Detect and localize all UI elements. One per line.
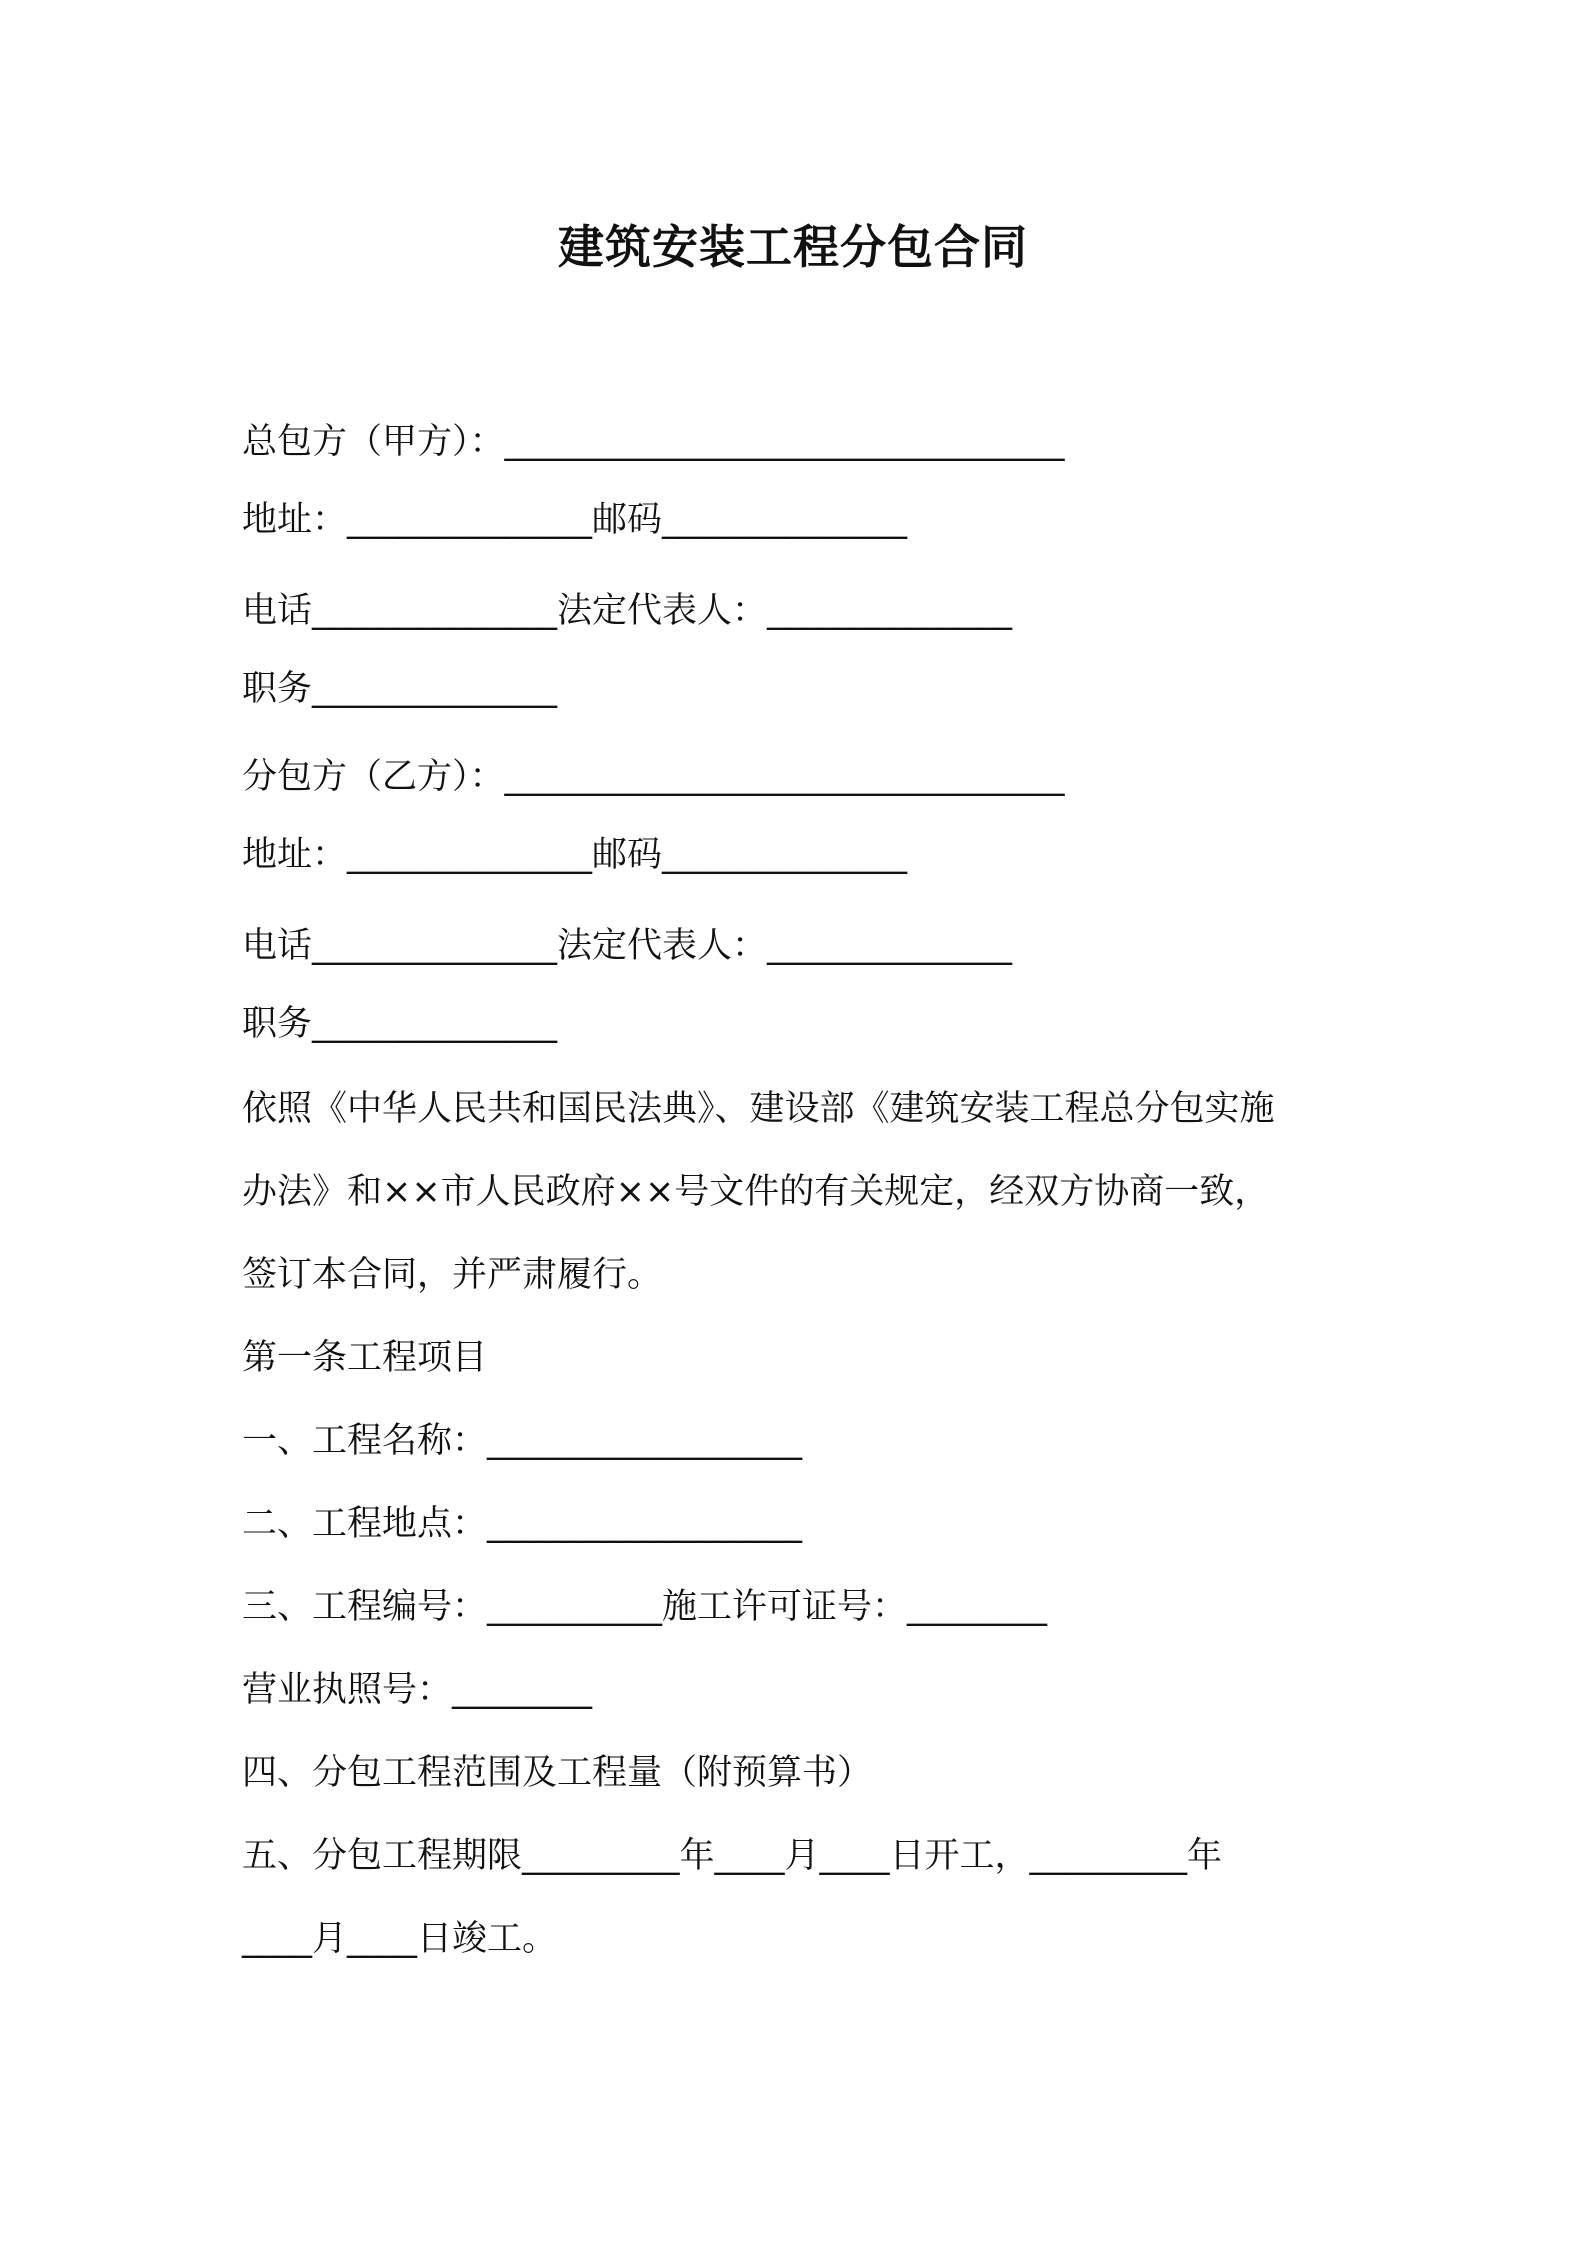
project-name-line: 一、工程名称：__________________ <box>242 1421 803 1461</box>
business-license-line: 营业执照号：________ <box>242 1670 593 1710</box>
article-one-heading: 第一条工程项目 <box>242 1338 488 1378</box>
general-contractor-line: 总包方（甲方）：________________________________ <box>242 422 1065 462</box>
schedule-line-2: ____月____日竣工。 <box>242 1919 558 1959</box>
preamble-line-2: 办法》和××市人民政府××号文件的有关规定，经双方协商一致， <box>242 1172 1270 1212</box>
preamble-line-3: 签订本合同，并严肃履行。 <box>242 1255 663 1295</box>
party-a-position-line: 职务______________ <box>242 669 558 709</box>
schedule-line-1: 五、分包工程期限_________年____月____日开工，_________年 <box>242 1836 1223 1876</box>
party-b-phone-line: 电话______________法定代表人：______________ <box>242 926 1013 966</box>
subcontractor-line: 分包方（乙方）：________________________________ <box>242 757 1065 797</box>
party-b-address-line: 地址：______________邮码______________ <box>242 835 908 875</box>
scope-line: 四、分包工程范围及工程量（附预算书） <box>242 1753 873 1793</box>
party-a-phone-line: 电话______________法定代表人：______________ <box>242 591 1013 631</box>
party-b-position-line: 职务______________ <box>242 1004 558 1044</box>
preamble-line-1: 依照《中华人民共和国民法典》、建设部《建筑安装工程总分包实施 <box>242 1089 1275 1129</box>
document-title: 建筑安装工程分包合同 <box>558 220 1028 274</box>
project-number-line: 三、工程编号：__________施工许可证号：________ <box>242 1587 1048 1627</box>
project-location-line: 二、工程地点：__________________ <box>242 1504 803 1544</box>
party-a-address-line: 地址：______________邮码______________ <box>242 500 908 540</box>
